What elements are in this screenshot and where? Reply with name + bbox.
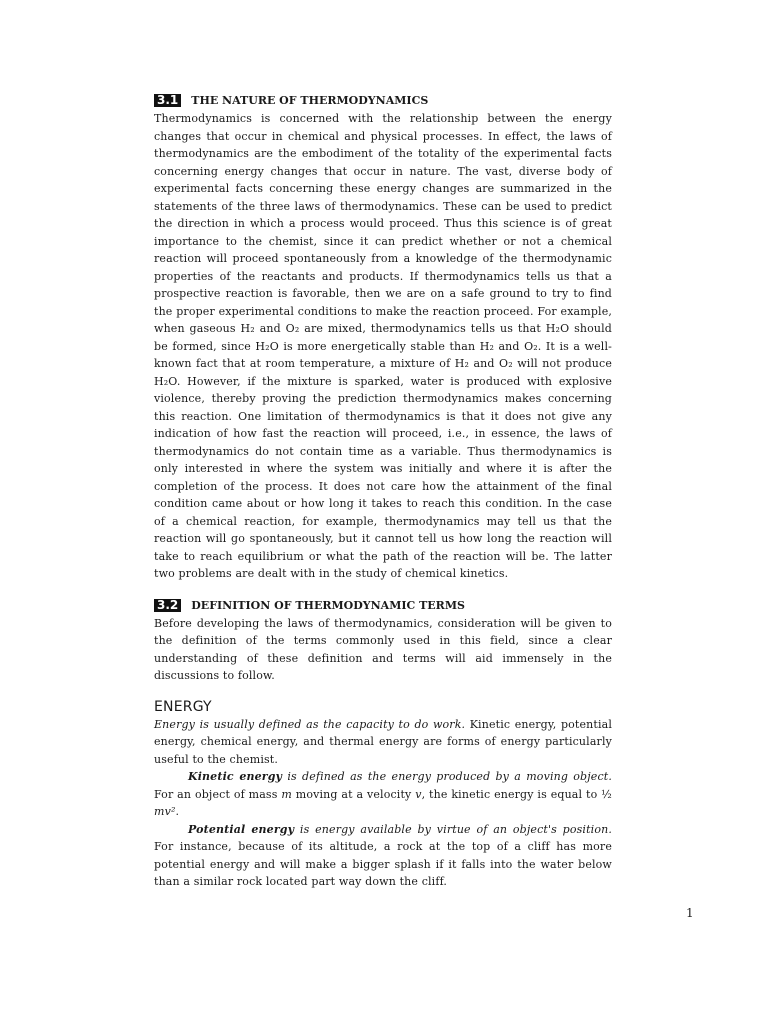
section-paragraph: Thermodynamics is concerned with the relationship between the energy changes that occur in chemical and physical processes. In effect, the laws of thermodynamics are the embodiment of the totality of the experimental facts concerning energy changes that occur in nature. The vast, diverse body of experimental facts concerning these energy changes are summarized in the statements of the three laws of thermodynamics. These can be used to predict the direction in which a process would proceed. Thus this science is of great importance to the chemist, since it can predict whether or not a chemical reaction will proceed spontaneously from a knowledge of the thermodynamic properties of the reactants and products. If thermodynamics tells us that a prospective reaction is favorable, then we are on a safe ground to try to find the proper experimental conditions to make the reaction proceed. For example, when gaseous H₂ and O₂ are mixed, thermodynamics tells us that H₂O should be formed, since H₂O is more energetically stable than H₂ and O₂. It is a well-known fact that at room temperature, a mixture of H₂ and O₂ will not produce H₂O. However, if the mixture is sparked, water is produced with explosive violence, thereby proving the prediction thermodynamics makes concerning this reaction. One limitation of thermodynamics is that it does not give any indication of how fast the reaction will proceed, i.e., in essence, the laws of thermodynamics do not contain time as a variable. Thus thermodynamics is only interested in where the system was initially and where it is after the completion of the process. It does not care how the attainment of the final condition came about or how long it takes to reach this condition. In the case of a chemical reaction, for example, thermodynamics may tell us that the reaction will go spontaneously, but it cannot tell us how long the reaction will take to reach equilibrium or what the path of the reaction will be. The latter two problems are dealt with in the study of chemical kinetics. [154,112,612,580]
section-paragraph: Before developing the laws of thermodynamics, consideration will be given to the definition of the terms commonly used in this field, since a clear understanding of these definition and terms will aid immensely in the discussions to follow. [154,616,612,682]
kinetic-text-a: For an object of mass [154,787,282,801]
potential-energy-paragraph [154,821,612,891]
kinetic-energy-definition: is defined as the energy produced by a moving object. [282,770,612,783]
energy-heading: ENERGY [154,698,212,715]
kinetic-text-b: moving at a velocity [291,787,416,801]
velocity-variable: v [415,787,422,801]
kinetic-energy-term: Kinetic energy [188,770,283,783]
mass-variable: m [281,787,292,801]
section-heading-3-2 [154,597,612,614]
section-title: DEFINITION OF THERMODYNAMIC TERMS [191,598,465,612]
kinetic-formula: mv² [154,805,176,818]
section-number-badge: 3.2 [154,599,181,612]
potential-energy-term: Potential energy [188,822,295,836]
energy-definition: Energy is usually defined as the capacity to do work. [154,717,466,731]
section-title: THE NATURE OF THERMODYNAMICS [191,94,429,107]
document-page [154,92,612,891]
potential-text: For instance, because of its altitude, a rock at the top of a cliff has more potential energy and will make a bigger splash if it falls into the water below than a similar rock located part way down the cliff. [154,840,612,888]
section-heading-3-1 [154,92,612,109]
page-number: 1 [686,906,694,920]
kinetic-energy-paragraph [154,768,612,821]
potential-energy-definition: is energy available by virtue of an object's position. [294,822,612,836]
kinetic-text-end: . [175,805,180,818]
section-number-badge: 3.1 [154,94,181,107]
kinetic-text-c: , the kinetic energy is equal to ½ [421,787,612,801]
energy-definition-text: Kinetic energy, potential energy, chemical energy, and thermal energy are forms of energy particularly useful to the chemist. [154,717,612,766]
energy-definition-paragraph [154,716,612,769]
